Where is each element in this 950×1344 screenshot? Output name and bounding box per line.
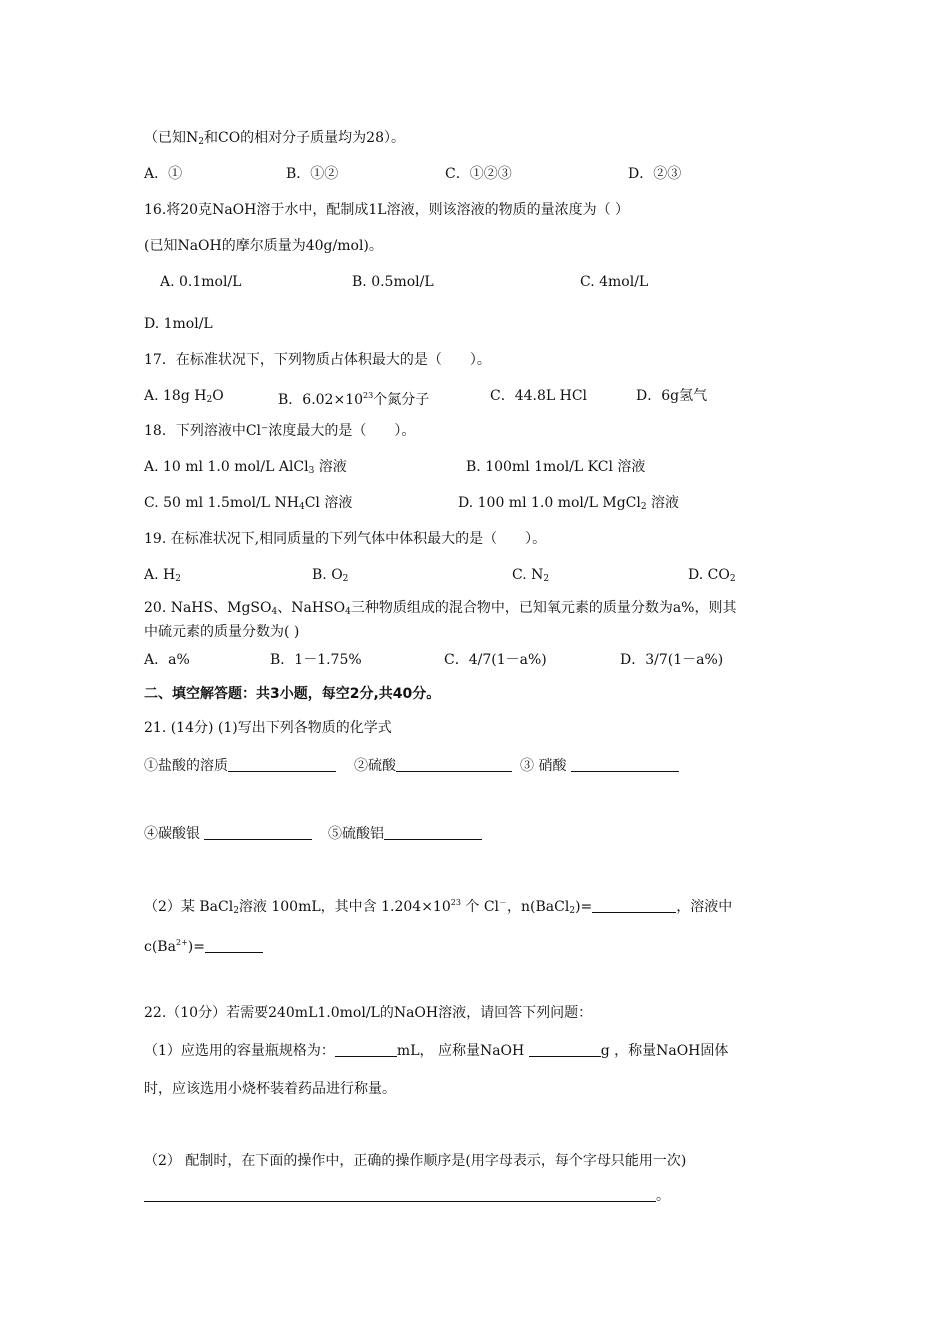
q20-stem-line2: 中硫元素的质量分数为( ) [144, 624, 300, 640]
q20-option-d: D．3/7(1－a%) [620, 652, 724, 668]
q20-option-a: A．a% [144, 652, 190, 668]
q17-option-b: B．$6.02\times 10^{23}$个氮分子 [278, 391, 430, 408]
q20-option-b: B．1－1.75% [270, 652, 362, 668]
q19-option-d: D. $CO_2$ [688, 567, 736, 584]
q17-option-a: A. 18g $H_2O$ [144, 388, 224, 405]
q17-stem: 17．在标准状况下，下列物质占体积最大的是（ ）。 [144, 352, 491, 368]
q22-part2: （2） 配制时，在下面的操作中，正确的操作顺序是(用字母表示，每个字母只能用一次) [144, 1153, 687, 1169]
q18-option-d: D. 100 ml 1.0 mol/L MgCl$_2$ 溶液 [458, 495, 680, 512]
q18-stem: 18．下列溶液中Cl⁻浓度最大的是（ ）。 [144, 423, 416, 439]
q22-blank-2[interactable] [529, 1042, 601, 1057]
q21-blank-5[interactable] [384, 825, 482, 840]
q20-stem-line1: 20. NaHS、MgSO$_4$、NaHSO$_4$三种物质组成的混合物中，已知氧元素的质量分数为a%，则其 [144, 600, 737, 617]
q18-option-c: C. 50 ml 1.5mol/L $NH_4Cl$ 溶液 [144, 495, 353, 512]
q21-item-4: ④碳酸银 [144, 824, 312, 844]
q19-option-b: B. $O_2$ [312, 567, 349, 584]
q21-item-3: ③ 硝酸 [520, 756, 679, 776]
q20-option-c: C．4/7(1－a%) [444, 652, 547, 668]
q15-note: （已知$N_2$和CO的相对分子质量均为28）。 [144, 130, 405, 147]
q19-stem: 19. 在标准状况下,相同质量的下列气体中体积最大的是（ ）。 [144, 531, 547, 547]
q16-option-b: B. 0.5mol/L [352, 274, 434, 290]
q17-option-d: D．6g氢气 [636, 388, 708, 404]
q16-stem: 16.将20克NaOH溶于水中，配制成1L溶液，则该溶液的物质的量浓度为（ ） [144, 202, 630, 218]
q21-blank-6[interactable] [592, 898, 676, 913]
q16-option-c: C. 4mol/L [580, 274, 649, 290]
q22-part1-line2: 时，应该选用小烧杯装着药品进行称量。 [144, 1081, 396, 1097]
q21-item-5: ⑤硫酸铝 [328, 824, 482, 844]
q21-blank-3[interactable] [571, 757, 679, 772]
section2-title: 二、填空解答题：共3小题，每空2分,共40分。 [144, 686, 441, 702]
q15-option-d: D．②③ [628, 166, 682, 182]
q21-stem: 21. (14分) (1)写出下列各物质的化学式 [144, 720, 392, 736]
q21-blank-1[interactable] [228, 757, 336, 772]
q21-item-2: ②硫酸 [354, 756, 512, 776]
q21-part2-line1: （2）某 BaCl$_2$溶液 100mL，其中含 $1.204\times 10^{23}$ 个 Cl－，n(BaCl$_2$)= ，溶液中 [144, 898, 733, 916]
q15-option-a: A．① [144, 166, 183, 182]
q16-option-d: D. 1mol/L [144, 316, 213, 332]
q21-blank-4[interactable] [204, 825, 312, 840]
q16-note: (已知NaOH的摩尔质量为40g/mol)。 [144, 238, 383, 254]
q21-blank-2[interactable] [396, 757, 512, 772]
q22-part2-answer: 。 [144, 1186, 670, 1206]
q18-option-b: B. 100ml 1mol/L KCl 溶液 [466, 459, 646, 475]
q22-stem: 22.（10分）若需要240mL1.0mol/L的NaOH溶液，请回答下列问题： [144, 1005, 593, 1021]
q19-option-a: A. $H_2$ [144, 567, 181, 584]
q18-option-a: A. 10 ml 1.0 mol/L AlCl$_3$ 溶液 [144, 459, 347, 476]
q21-blank-7[interactable] [205, 938, 263, 953]
q22-blank-1[interactable] [335, 1042, 397, 1057]
q15-option-c: C．①②③ [445, 166, 512, 182]
q22-blank-3[interactable] [144, 1187, 656, 1202]
q22-part1-line1: （1）应选用的容量瓶规格为： mL， 应称量NaOH g ，称量NaOH固体 [144, 1043, 729, 1059]
q19-option-c: C. $N_2$ [512, 567, 550, 584]
q21-part2-line2: $c(Ba^{2+})=$ [144, 933, 263, 957]
q15-option-b: B．①② [286, 166, 339, 182]
q21-item-1: ①盐酸的溶质 [144, 756, 336, 776]
q17-option-c: C．44.8L HCl [490, 388, 588, 404]
q16-option-a: A. 0.1mol/L [160, 274, 242, 290]
